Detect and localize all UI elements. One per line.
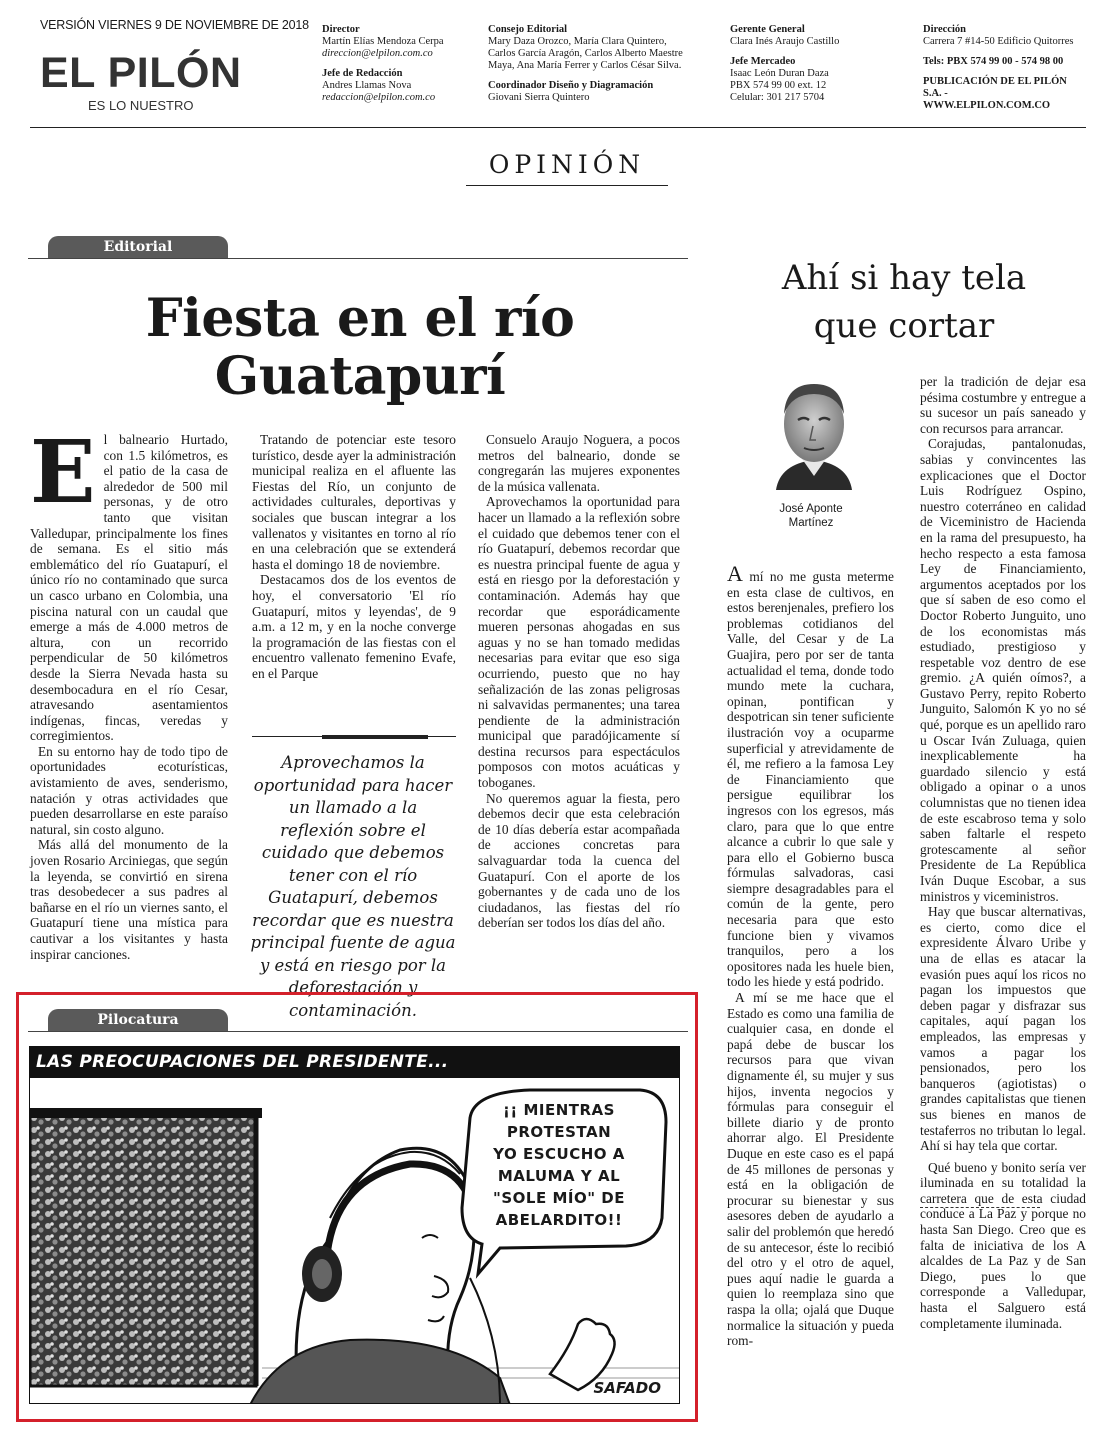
consejo-line: Mary Daza Orozco, María Clara Quintero, [488, 36, 667, 47]
edition-date: VERSIÓN VIERNES 9 DE NOVIEMBRE DE 2018 [40, 18, 309, 32]
editorial-paragraph: Tratando de potenciar este tesoro turístico, desde ayer la administración municipal realiza en el afluente las Fiestas del Río, un conjunto de actividades culturales, deportivas y sociales que buscan integrar a los vallenatos y visitantes en torno al río en una celebración que se extenderá hasta el domingo 18 de noviembre. [252, 432, 456, 572]
newspaper-logo[interactable]: EL PILÓN [40, 49, 242, 97]
telephones: Tels: PBX 574 99 00 - 574 98 00 [923, 56, 1064, 67]
editorial-column-1 [30, 422, 228, 962]
cartoonist-signature: SAFADO [593, 1379, 661, 1397]
opinion-initial: A [727, 561, 743, 586]
author-name-line: José Aponte [779, 503, 843, 515]
headline-line: Guatapurí [214, 346, 506, 407]
bubble-line: "SOLE MÍO" DE [493, 1189, 625, 1207]
jefe-mercadeo-label: Jefe Mercadeo [730, 56, 796, 67]
editorial-headline [40, 290, 680, 406]
author-name-line: Martínez [788, 517, 834, 529]
cartoon-banner: LAS PREOCUPACIONES DEL PRESIDENTE... [30, 1047, 680, 1078]
editorial-paragraph: Aprovechamos la oportunidad para hacer un llamado a la reflexión sobre el cuidado que debemos tener con el río Guatapurí, debemos recordar que es nuestra principal fuente de agua y está en riesgo por la deforestación y contaminación. Además hay que recordar que esporádicamente mueren personas ahogadas en sus aguas y no se han tomado medidas necesarias para evitar que eso siga ocurriendo, puesto que no hay señalización de las zonas peligrosas ni salvavidas permanentes; una tarea pendiente de la administración municipal que paradójicamente sí destina recursos para espectáculos pomposos con motos acuáticas y toboganes. [478, 494, 680, 791]
author-photo [766, 372, 862, 490]
opinion-paragraph: Hay que buscar alternativas, es cierto, como dice el expresidente Álvaro Uribe y una de ellas es atacar la evasión pues aquí los ricos no pagan los impuestos que deben pagar y disfrazar sus capitales, aquí pagan los empleados, las empresas y vamos a pagar los pensionados, pero los banqueros (agiotistas) o grandes capitalistas que tienen sus bienes en manos de testaferros no tributan lo legal. Ahí si hay tela que cortar. [920, 904, 1086, 1154]
direccion-value: Carrera 7 #14-50 Edificio Quitorres [923, 36, 1074, 47]
section-title: OPINIÓN [466, 150, 668, 186]
pbx-number: PBX 574 99 00 ext. 12 [730, 80, 827, 91]
editorial-column-2 [252, 432, 456, 682]
cartoon-tag-rule [28, 1012, 688, 1032]
staff-direccion-block [923, 24, 1086, 112]
speech-bubble [450, 1099, 668, 1231]
editorial-pullquote: Aprovechamos la oportunidad para hacer un llamado a la reflexión sobre el cuidado que debemos tener con el río Guatapurí, debemos recordar que es nuestra principal fuente de agua y está en riesgo por la deforestación y contaminación. [250, 753, 456, 1020]
opinion-column-2 [920, 374, 1086, 1331]
section-divider [920, 1207, 1040, 1208]
dropcap-letter: E [30, 422, 96, 523]
consejo-label: Consejo Editorial [488, 24, 568, 35]
cartoon-tag: Pilocatura [48, 1009, 228, 1031]
bubble-line: ABELARDITO!! [495, 1211, 623, 1229]
jefe-redaccion-name: Andres Llamas Nova [322, 80, 412, 91]
coordinador-name: Giovani Sierra Quintero [488, 92, 590, 103]
staff-gerencia-block [730, 24, 839, 104]
bubble-line: MALUMA Y AL [497, 1167, 621, 1185]
opinion-paragraph: Qué bueno y bonito sería ver iluminada en su totalidad la carretera que de esta ciudad conduce a La Paz y porque no hasta San Diego. Creo que es falta de iniciativa de los A alcaldes de La Paz y de San Diego, pues lo que corresponde a Valledupar, hasta el Salguero está completamente iluminada. [920, 1159, 1086, 1331]
jefe-redaccion-label: Jefe de Redacción [322, 68, 403, 79]
editorial-tag: Editorial [48, 236, 228, 258]
jefe-redaccion-email[interactable]: redaccion@elpilon.com.co [322, 92, 436, 103]
gerente-name: Clara Inés Araujo Castillo [730, 36, 840, 47]
headline-line: Fiesta en el río [145, 288, 575, 349]
opinion-paragraph: A mí se me hace que el Estado es como una familia de cualquier casa, en donde el papá debe de buscar los recursos para que vivan dignamente él, su mujer y sus hijos, inventa negocios y fórmulas para conseguir el billete diario y de pronto ahorrar algo. El Presidente Duque en este caso es el papá de 45 millones de personas y está en la obligación de procurar su bienestar y sus asesores deben de ayudarlo a salir del problemón que heredó de su antecesor, éste lo recibió del otro y el otro de aquel, pues aquí nadie le guarda a quien lo reemplaza sino que raspa la olla; ojalá que Duque normalice la situación y pueda rom- [727, 990, 894, 1349]
pullquote-rule-bold [322, 735, 428, 739]
editorial-paragraph: Más allá del monumento de la joven Rosario Arciniegas, que según la leyenda, se convirtió en sirena tras desobedecer a sus padres al bañarse en el río un viernes santo, el Guatapurí tiene una mística para cautivar a los visitantes y hasta inspirar canciones. [30, 837, 228, 962]
consejo-line: Maya, Ana María Ferrer y Carlos César Silva. [488, 60, 682, 71]
opinion-paragraph: Corajudas, pantalonudas, sabias y convincentes las explicaciones que el Doctor Luis Rodríguez Ospino, nuestro coterráneo en calidad de Viceministro de Hacienda en la rama del presupuesto, ha hecho respecto a esta famosa Ley de Financiamiento, argumentos aceptados por los que sí saben de eso como el Doctor Roberto Junguito, uno de los economistas más estudiado, prestigioso y respetable voz dentro de ese gremio. ¿A quién oímos?, a Gustavo Perry, repito Roberto Junguito, Salomón K yo no sé qué, porque es un apellido raro u Oscar Iván Zuluaga, quien inexplicablemente ha guardado silencio y está obligado a opinar o a unos columnistas que no tienen idea de este escabroso tema y solo saben faltarle el respeto grotescamente al señor Presidente de La República Iván Duque Escobar, a sus ministros y viceministros. [920, 436, 1086, 904]
editorial-paragraph: Consuelo Araujo Noguera, a pocos metros del balneario, donde se congregarán las mujeres exponentes de la música vallenata. [478, 432, 680, 494]
opinion-title [716, 254, 1092, 350]
author-byline [756, 502, 866, 530]
staff-consejo-block [488, 24, 683, 104]
opinion-title-line: que cortar [813, 306, 995, 346]
publicacion-line: PUBLICACIÓN DE EL PILÓN S.A. - [923, 76, 1067, 99]
director-label: Director [322, 24, 360, 35]
bubble-line: ¡¡ MIENTRAS PROTESTAN [503, 1101, 615, 1141]
masthead [30, 18, 1086, 128]
political-cartoon[interactable] [29, 1046, 680, 1404]
editorial-paragraph: l balneario Hurtado, con 1.5 kilómetros, es el patio de la casa de alrededor de 500 mil personas, y de otro tanto que visitan Valledupar, principalmente los fines de semana. Es el sitio más emblemático del río Guatapurí, el único río no contaminado que surca un casco urbano en Colombia, una piscina natural con un caudal que emerge a más de 4.000 metros de altura, con un recorrido perpendicular de 50 kilómetros desde la Sierra Nevada hasta su desembocadura en el río Cesar, atravesando asentamientos indígenas, fincas, veredas y corregimientos. [30, 432, 228, 744]
editorial-paragraph: Destacamos dos de los eventos de hoy, el conversatorio 'El río Guatapurí, mitos y leyendas', de 9 a.m. a 12 m, y en la noche converge la programación de las fiestas con el encuentro vallenato femenino Evafe, en el Parque [252, 572, 456, 681]
editorial-column-3 [478, 432, 680, 931]
staff-director-block [322, 24, 444, 104]
opinion-paragraph: mí no me gusta meterme en esta clase de cultivos, en estos berenjenales, prefiero los problemas cotidianos del Valle, del Cesar y de La Guajira, pero por ser de tanta actualidad el tema, donde todo mundo mete la cuchara, opinan, pontifican y despotrican sin tener suficiente ilustración voy a ocuparme superficial y atrevidamente de él, me refiero a la famosa Ley de Financiamiento que persigue equilibrar los ingresos con los egresos, más claro, para que lo que entre alcance a cubrir lo que sale y para ello el Gobierno busca fórmulas salvadoras, casi siempre desagradables para el común de la gente, pero necesaria para que esto funcione bien y vivamos tranquilos, pero a los opositores nada les huele bien, todo les hiede y está podrido. [727, 569, 894, 990]
website-link[interactable]: WWW.ELPILON.COM.CO [923, 100, 1051, 111]
newspaper-tagline: ES LO NUESTRO [88, 98, 194, 113]
opinion-paragraph: per la tradición de dejar esa pésima costumbre y entregue a su sucesor un país saneado y con recursos para arrancar. [920, 374, 1086, 436]
gerente-label: Gerente General [730, 24, 805, 35]
celular-number: Celular: 301 217 5704 [730, 92, 825, 103]
direccion-label: Dirección [923, 24, 966, 35]
opinion-column-1 [727, 561, 894, 1349]
editorial-tag-rule [28, 239, 688, 259]
coordinador-label: Coordinador Diseño y Diagramación [488, 80, 654, 91]
director-name: Martín Elías Mendoza Cerpa [322, 36, 444, 47]
director-email[interactable]: direccion@elpilon.com.co [322, 48, 433, 59]
jefe-mercadeo-name: Isaac León Duran Daza [730, 68, 829, 79]
bubble-line: YO ESCUCHO A [493, 1145, 625, 1163]
opinion-title-line: Ahí si hay tela [781, 258, 1027, 298]
editorial-paragraph: No queremos aguar la fiesta, pero debemos decir que esta celebración de 10 días debería estar acompañada de acciones concretas para salvaguardar toda la cuenca del Guatapurí. Con el aporte de los gobernantes y de cada uno de los ciudadanos, las fiestas del río deberían ser todos los días del año. [478, 790, 680, 931]
editorial-paragraph: En su entorno hay de todo tipo de oportunidades ecoturísticas, avistamiento de aves, senderismo, natación y otras actividades que pueden desarrollarse en este paraíso natural, sin costo alguno. [30, 743, 228, 837]
consejo-line: Carlos García Aragón, Carlos Alberto Maestre [488, 48, 683, 59]
